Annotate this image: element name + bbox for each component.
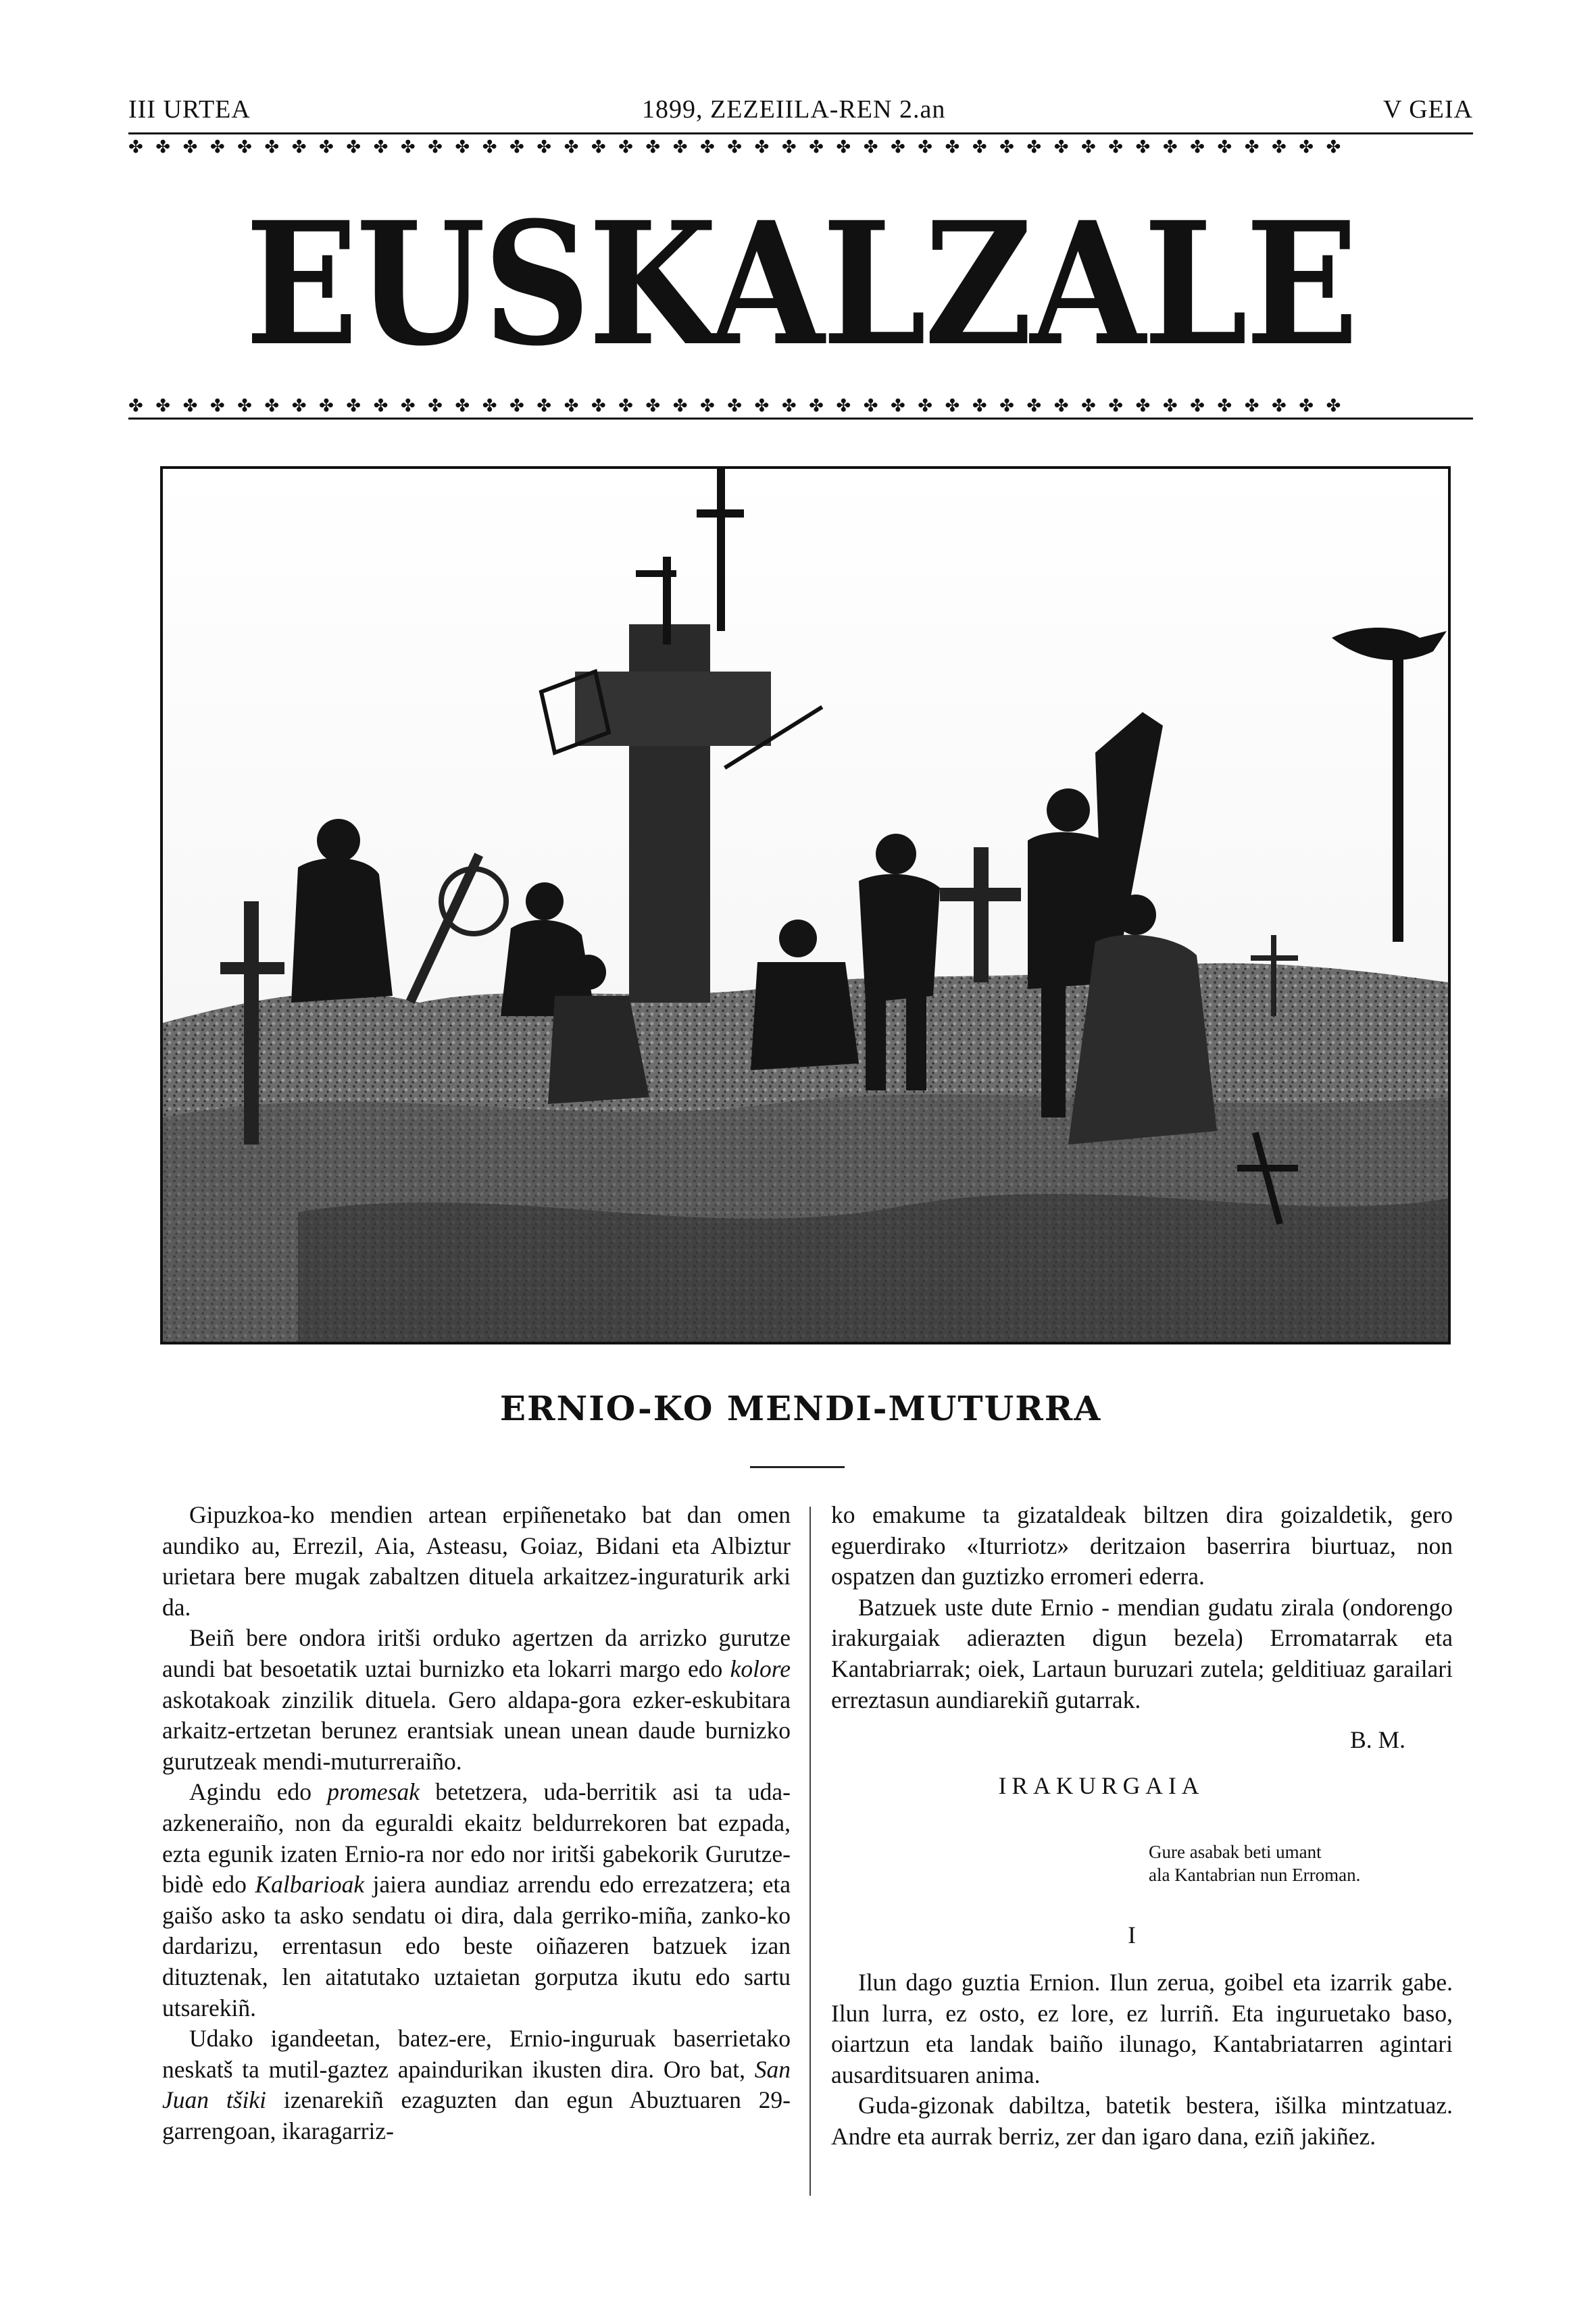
- emphasis: Kalbarioak: [255, 1871, 365, 1898]
- issue-year: III URTEA: [128, 95, 251, 124]
- article-paragraph: ko emakume ta gizataldeak biltzen dira goizaldetik, gero eguerdirako «Iturriotz» deritzaion baserrira biurtuaz, non ospatzen dan guztizko erromeri ederra.: [831, 1501, 1453, 1590]
- section-paragraph: Guda-gizonak dabiltza, batetik bestera, išilka mintzatuaz. Andre eta aurrak berriz, zer dan igaro dana, eziñ jakiñez.: [831, 2092, 1453, 2150]
- text-run: Udako igandeetan, batez-ere, Ernio-inguruak baserrietako neskatš ta mutil-gaztez apaindurikan ikusten dira. Oro bat,: [162, 2025, 791, 2083]
- epigraph-line: ala Kantabrian nun Erroman.: [1149, 1865, 1361, 1886]
- text-run: betetzera, uda-berritik asi ta uda-azkeneraiño, non da eguraldi ekaitz beldurrekoren bat ezpada, ezta egunik izaten Ernio-ra nor edo nor iritši gabekorik Gurutze-bidè edo: [162, 1778, 791, 1898]
- epigraph-line: Gure asabak beti umant: [1149, 1842, 1322, 1863]
- ornament-border-top: ✤ ✤ ✤ ✤ ✤ ✤ ✤ ✤ ✤ ✤ ✤ ✤ ✤ ✤ ✤ ✤ ✤ ✤ ✤ ✤ ✤ ✤ ✤ ✤ ✤ ✤ ✤ ✤ ✤ ✤ ✤ ✤ ✤ ✤ ✤ ✤ ✤ ✤ ✤ ✤ ✤ ✤ ✤ ✤ ✤: [128, 137, 1345, 157]
- photo-caption: ERNIO-KO MENDI-MUTURRA: [499, 1388, 1102, 1428]
- author-signature: B. M.: [1350, 1726, 1405, 1754]
- article-paragraph: [162, 1623, 791, 1777]
- emphasis: kolore: [730, 1655, 791, 1682]
- section-paragraph: Ilun dago guztia Ernion. Ilun zerua, goibel eta izarrik gabe. Ilun lurra, ez osto, ez lore, ez lurriñ. Eta inguruetako baso, oiartzun eta landak baiño ilunago, Kantabriatarren agintari ausarditsuaren anima.: [831, 1968, 1453, 2088]
- issue-header: [128, 95, 1473, 135]
- summit-photograph: [160, 466, 1451, 1344]
- column-divider: [809, 1507, 811, 2196]
- article-column-right: [831, 1500, 1453, 2153]
- issue-date: 1899, ZEZEIILA-REN 2.an: [642, 95, 946, 124]
- article-column-left: [162, 1500, 791, 2146]
- issue-number: V GEIA: [1382, 95, 1473, 124]
- article-paragraph: [162, 2023, 791, 2146]
- article-paragraph: Batzuek uste dute Ernio - mendian gudatu zirala (ondorengo irakurgaiak adierazten digun bezela) Erromatarrak eta Kantabriarrak; oiek, Lartaun buruzari zutela; gelditiuaz garailari erreztasun aundiarekiñ gutarrak.: [831, 1593, 1453, 1713]
- section-title: IRAKURGAIA: [998, 1771, 1205, 1799]
- masthead-title: EUSKALZALE: [245, 184, 1357, 383]
- chapter-numeral: I: [1128, 1921, 1136, 1949]
- ornament-border-bottom: ✤ ✤ ✤ ✤ ✤ ✤ ✤ ✤ ✤ ✤ ✤ ✤ ✤ ✤ ✤ ✤ ✤ ✤ ✤ ✤ ✤ ✤ ✤ ✤ ✤ ✤ ✤ ✤ ✤ ✤ ✤ ✤ ✤ ✤ ✤ ✤ ✤ ✤ ✤ ✤ ✤ ✤ ✤ ✤ ✤: [128, 396, 1345, 416]
- text-run: Beiñ bere ondora iritši orduko agertzen da arrizko gurutze aundi bat besoetatik uztai burnizko eta lokarri margo edo: [162, 1624, 791, 1682]
- article-paragraph: Gipuzkoa-ko mendien artean erpiñenetako bat dan omen aundiko au, Errezil, Aia, Asteasu, Goiaz, Bidani eta Albiztur urietara bere mugak zabaltzen dituela arkaitzez-inguraturik arki da.: [162, 1501, 791, 1621]
- text-run: izenarekiñ ezaguzten dan egun Abuztuaren 29-garrengoan, ikaragarriz-: [162, 2086, 791, 2144]
- epigraph: [831, 1840, 1453, 1886]
- masthead-rule: [128, 418, 1473, 420]
- emphasis: San Juan tšiki: [162, 2055, 791, 2114]
- emphasis: promesak: [327, 1778, 420, 1806]
- photograph-of-ernio-summit-crosses-icon: [163, 469, 1448, 1342]
- text-run: jaiera aundiaz arrendu edo errezatzera; eta gaišo asko ta asko sendatu oi dira, dala gerriko-miña, zanko-ko dardarizu, errentasun edo beste oiñazeren batzuek izan dituztenak, len aitatutako uztaietan gorputza ikutu edo sartu utsarekiñ.: [162, 1871, 791, 2021]
- text-run: Agindu edo: [189, 1778, 328, 1806]
- text-run: askotakoak zinzilik dituela. Gero aldapa-gora ezker-eskubitara arkaitz-ertzetan berunez erantsiak unean unean daude burnizko gurutzeak mendi-muturreraiño.: [162, 1686, 791, 1775]
- article-paragraph: [162, 1777, 791, 2023]
- header-rule: [128, 132, 1473, 134]
- caption-divider: [750, 1466, 845, 1468]
